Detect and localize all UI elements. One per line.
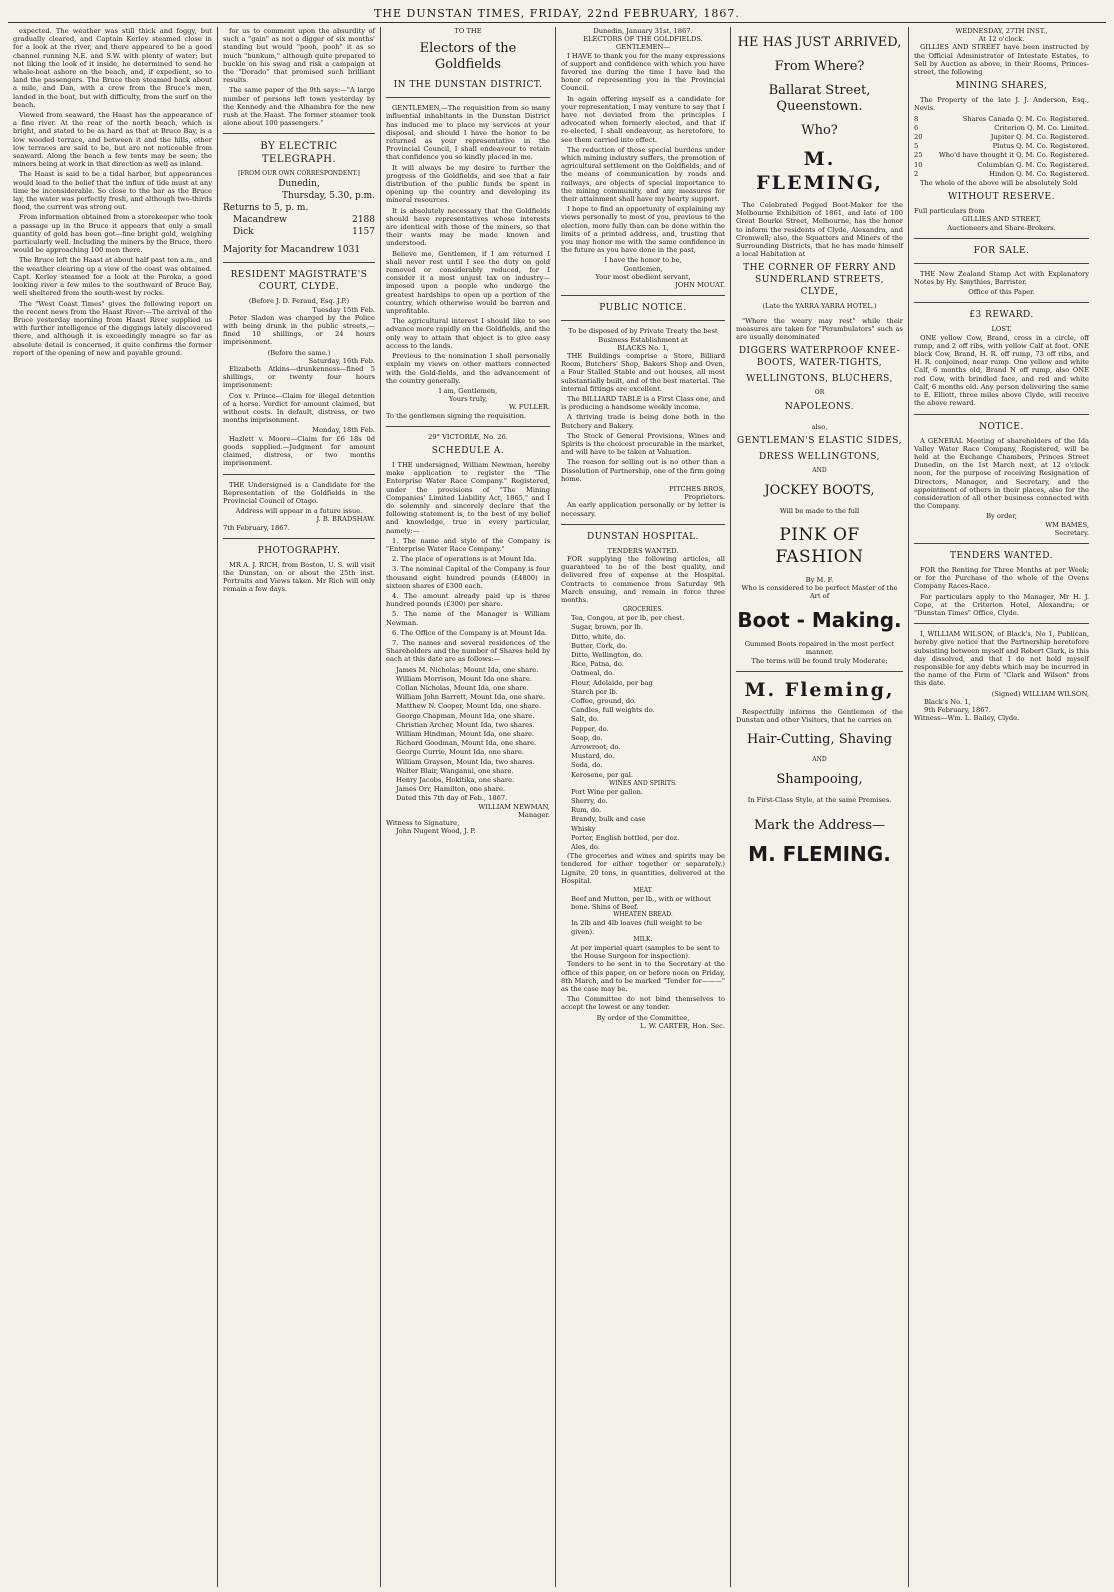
pitches-title: Proprietors. bbox=[684, 493, 725, 502]
notice-paragraph: The reason for selling out is no other than a Dissolution of Partnership, one of the firm going home. bbox=[561, 458, 725, 483]
boot-making: Boot - Making. bbox=[737, 608, 902, 633]
respectfully-text: Respectfully informs the Gentlemen of the Dunstan and other Visitors, that he carries on bbox=[736, 707, 903, 725]
divider bbox=[914, 623, 1089, 624]
notice-by-order: By order, bbox=[986, 512, 1017, 521]
columns bbox=[8, 27, 1106, 1587]
grocery-item: Pepper, do. bbox=[571, 724, 609, 733]
grocery-item: Rice, Patna, do. bbox=[571, 660, 624, 669]
notice-paragraph: The Stock of General Provisions, Wines and Spirits is the choicest procurable in the market, and will have to be taken at Valuation. bbox=[561, 431, 725, 457]
notice-paragraph: A thriving trade is being done both in the Butchery and Bakery. bbox=[561, 413, 725, 430]
auction-date: WEDNESDAY, 27TH INST., bbox=[955, 27, 1048, 35]
share-row bbox=[914, 161, 1089, 169]
act-reference: 29° VICTORIÆ, No. 26. bbox=[428, 432, 508, 441]
tenders-text: FOR supplying the following articles, all guaranteed to be of the best quality, and delivered free of expense at the Hospital. Contracts to commence from Saturday 9th March ensuing, and remain in force three months. bbox=[561, 554, 725, 604]
wellingtons-line: WELLINGTONS, BLUCHERS, bbox=[746, 374, 893, 385]
fleming-heading: M. FLEMING, bbox=[756, 148, 883, 194]
grocery-item: Kerosene, per gal. bbox=[571, 770, 633, 779]
share-row bbox=[914, 151, 1089, 159]
grocery-item: Mustard, do. bbox=[571, 752, 615, 761]
ballarat-street: Ballarat Street, Queenstown. bbox=[768, 83, 871, 114]
mouat-heading: ELECTORS OF THE GOLDFIELDS. bbox=[583, 35, 703, 44]
tenders-heading: TENDERS WANTED. bbox=[607, 546, 679, 555]
bread-text: In 2lb and 4lb loaves (full weight to be given). bbox=[571, 919, 702, 936]
grocery-item: Sugar, brown, per lb. bbox=[571, 623, 643, 632]
corner-address: THE CORNER OF FERRY AND SUNDERLAND STREETS, CLYDE, bbox=[743, 263, 896, 298]
notice-paragraph: THE Buildings comprise a Store, Billiard Room, Butchers' Shop, Bakers Shop and Oven, a Four Stalled Stable and out houses, all most substantially built, and of the best material. The internal fittings are excellent. bbox=[561, 351, 725, 393]
article-paragraph: Viewed from seaward, the Haast has the appearance of a fine river. At the rear of the north beach, which is bright, and stated to be as hard as that at Bruce Bay, is a low wooded terrace, and between it and the hills, other low terraces are said to be, but are not noticeable from seaward. Along the beach a few tents may be seen; the miners being at work in that direction as well as inland. bbox=[13, 111, 212, 169]
fleming-heading-2: M. Fleming, bbox=[744, 678, 895, 701]
schedule-item: 5. The name of the Manager is William Newman. bbox=[386, 610, 550, 627]
mouat-paragraph: In again offering myself as a candidate for your representation, I may venture to say that I have not deviated from the principles I advocated when formerly elected, and that if re-elected, I shall endeavour, as heretofore, to see them carried into effect. bbox=[561, 94, 725, 144]
by-mf: By M. F. bbox=[805, 575, 834, 584]
witness-name: John Nugent Wood, J. P. bbox=[396, 827, 476, 836]
wine-item: Whisky bbox=[571, 824, 596, 833]
candidate-date: 7th February, 1867. bbox=[223, 523, 290, 532]
article-paragraph: for us to comment upon the absurdity of such a "gain" as not a digger of six months' standing but would "pooh, pooh" it as so much "bunkum," although quite prepared to buckle on his swag and risk a campaign at the "Dorado" that promised such brilliant results. bbox=[223, 27, 375, 85]
wine-item: Sherry, do. bbox=[571, 797, 608, 806]
share-count: 5 bbox=[914, 142, 919, 151]
vote-row bbox=[223, 214, 375, 226]
grocery-item: Arrowroot, do. bbox=[571, 743, 621, 752]
arrived-heading: HE HAS JUST ARRIVED, bbox=[737, 35, 902, 50]
elastic-line: GENTLEMAN'S ELASTIC SIDES, bbox=[736, 436, 902, 447]
telegraph-time: Thursday, 5.30, p.m. bbox=[281, 191, 375, 202]
divider bbox=[736, 671, 903, 672]
shareholder: Collan Nicholas, Mount Ida, one share. bbox=[396, 684, 529, 692]
blacks-heading: BLACKS No. 1, bbox=[617, 343, 669, 352]
article-paragraph: From information obtained from a storekeeper who took a passage up in the Bruce it appears that only a small quantity of gold has been got—fine bright gold, weighing particularly well. Including the miners by the Bruce, there would be approaching 100 men there. bbox=[13, 213, 212, 255]
late-hotel: (Late the YARRA YARRA HOTEL.) bbox=[762, 302, 877, 311]
grocery-item: Flour, Adelaide, per bag bbox=[571, 678, 653, 687]
diggers-line: DIGGERS WATERPROOF KNEE-BOOTS, WATER-TIGHTS, bbox=[738, 346, 901, 369]
shareholder: Henry Jacobs, Hokitika, one share. bbox=[396, 776, 515, 785]
address-closing: I am, Gentlemen, bbox=[438, 386, 498, 395]
address-paragraph: It will always be my desire to further the progress of the Goldfields, and see that a fair distribution of the public funds be spent in opening up the country and developing its mineral resources. bbox=[386, 163, 550, 205]
tenders-heading-2: TENDERS WANTED. bbox=[949, 550, 1054, 561]
property-text: The Property of the late J. J. Anderson, Esq., Nevis. bbox=[914, 96, 1089, 113]
district-heading: IN THE DUNSTAN DISTRICT. bbox=[393, 80, 543, 91]
firstclass-text: In First-Class Style, at the same Premises. bbox=[747, 796, 892, 805]
divider bbox=[386, 97, 550, 98]
grocery-item: Coffee, ground, do. bbox=[571, 697, 637, 706]
notice-text: A GENERAL Meeting of shareholders of the Ida Valley Water Race Company, Registered, will be held at the Exchange Chambers, Princes Street Dunedin, on the 1st March next, at 12 o'clock noon, for the purpose of receiving Resignation of Directors, Manager, and Secretary, and the appointment of others in their places, also for the consideration of all other business connected with the Company. bbox=[914, 436, 1089, 511]
wines-heading: WINES AND SPIRITS. bbox=[609, 779, 677, 787]
mouat-paragraph: The reduction of those special burdens under which mining industry suffers, the promotion of agricultural settlement on the Goldfields, and of the means of communication by roads and railways, are objects of special importance to the mining community, and any measures for their attainment shall have my hearty support. bbox=[561, 145, 725, 204]
vote-count: 2188 bbox=[352, 215, 375, 226]
and-word-2: AND bbox=[812, 756, 827, 764]
wine-item: Ales, do. bbox=[571, 843, 600, 852]
court-case: Cox v. Prince—Claim for illegal detention of a horse. Verdict for amount claimed, but without costs. In default, distress, or two months imprisonment. bbox=[223, 391, 375, 425]
shareholder: William Morrison, Mount Ida one share. bbox=[396, 674, 532, 683]
schedule-item: 7. The names and several residences of the Shareholders and the number of Shares held by each at this date are as follows:— bbox=[386, 638, 550, 664]
public-notice-heading: PUBLIC NOTICE. bbox=[599, 303, 687, 314]
article-paragraph: The Bruce left the Haast at about half past ten a.m., and the weather clearing up a view of the coast was obtained. Capt. Kerley steamed for a look at the Paroka, a good looking river a few miles to the southward of Bruce Bay, well sheltered from the south-west by rocks. bbox=[13, 256, 212, 298]
divider bbox=[223, 262, 375, 263]
mouat-date: Dunedin, January 31st, 1867. bbox=[593, 27, 693, 35]
shareholder: George Chapman, Mount Ida, one share. bbox=[396, 711, 535, 720]
particulars-text: Full particulars from bbox=[914, 207, 985, 216]
court-before: (Before the same.) bbox=[267, 348, 331, 357]
grocery-item: Tea, Congou, at per lb, per chest. bbox=[571, 614, 685, 623]
grocery-item: Ditto, white, do. bbox=[571, 632, 626, 641]
mouat-servant: Your most obedient servant, bbox=[595, 272, 691, 281]
court-date: Monday, 18th Feb. bbox=[312, 426, 375, 435]
divider bbox=[223, 133, 375, 134]
share-row bbox=[914, 115, 1089, 123]
groceries-note: (The groceries and wines and spirits may be tendered for either together or separately.) Lignite, 20 tons, in quantities, delivered at the Hospital. bbox=[561, 852, 725, 885]
sold-text: The whole of the above will be absolutely Sold bbox=[920, 179, 1078, 188]
bames-title: Secretary. bbox=[1054, 528, 1089, 537]
article-paragraph: The "West Coast Times" gives the following report on the recent news from the Haast River:—The arrival of the Bruce yesterday morning from Haast River supplied us with further intelligence of the diggings lately discovered there, and although it is exceedingly meagre so far as absolute detail is concerned, it quite confirms the former report of the opening of new and payable ground. bbox=[13, 299, 212, 357]
share-count: 2 bbox=[914, 169, 919, 178]
court-case: Hazlett v. Moore—Claim for £6 18s 0d goods supplied.—Judgment for amount claimed, distress, or two months imprisonment. bbox=[223, 434, 375, 468]
share-name: Criterion Q. M. Co. Limited. bbox=[994, 123, 1089, 132]
gillies-signature: GILLIES AND STREET, bbox=[962, 215, 1041, 224]
shareholder: William John Barrett, Mount Ida, one share. bbox=[396, 693, 545, 702]
stamp-act-text: THE New Zealand Stamp Act with Explanatory Notes by Hy. Smythies, Barrister. bbox=[914, 269, 1089, 287]
fleming-intro: The Celebrated Pegged Boot-Maker for the Melbourne Exhibition of 1861, and late of 100 Great Bourke Street, Melbourne, has the honor to inform the residents of Clyde, Alexandra, and Cromwell; also, the Squatters and Miners of the Surrounding Districts, that he has made himself a local Habitation at bbox=[736, 201, 903, 259]
candidate-address: Address will appear in a future issue. bbox=[235, 507, 363, 516]
gummed-text: Gummed Boots repaired in the most perfect manner. bbox=[744, 640, 895, 657]
divider bbox=[223, 474, 375, 475]
meat-text: Beef and Mutton, per lb., with or without bone. Shins of Beef. bbox=[571, 895, 711, 912]
share-name: Shares Canada Q. M. Co. Registered. bbox=[962, 114, 1089, 123]
masthead: THE DUNSTAN TIMES, FRIDAY, 22nd FEBRUARY, 1867. bbox=[8, 6, 1106, 23]
tenders-sent: Tenders to be sent in to the Secretary at the office of this paper, on or before noon on Friday, 8th March, and to be marked "Tender for———" as the case may be. bbox=[561, 960, 725, 993]
shareholder: William Grayson, Mount Ida, two shares. bbox=[396, 757, 535, 766]
divider bbox=[914, 414, 1089, 415]
who: Who? bbox=[801, 123, 838, 138]
terms-text: The terms will be found truly Moderate; bbox=[751, 656, 888, 665]
court-date: Saturday, 16th Feb. bbox=[308, 356, 375, 365]
shareholder: William Hindman, Mount Ida, one share. bbox=[396, 730, 535, 739]
apply-text: For particulars apply to the Manager, Mr H. J. Cope, at the Criterion Hotel, Alexandra; or "Dunstan Times" Office, Clyde. bbox=[914, 592, 1089, 617]
majority-line: Majority for Macandrew 1031 bbox=[223, 245, 361, 256]
court-case: Peter Sladen was charged by the Police with being drunk in the public streets,—fined 10 shillings, or 24 hours imprisonment. bbox=[223, 313, 375, 347]
bread-heading: WHEATEN BREAD. bbox=[613, 911, 673, 919]
address-paragraph: Previous to the nomination I shall personally explain my views on other matters connected with the Gold-fields, and the advancement of the country generally. bbox=[386, 352, 550, 385]
committee-note: The Committee do not bind themselves to accept the lowest or any tender. bbox=[561, 995, 725, 1012]
notice-heading: NOTICE. bbox=[979, 421, 1024, 432]
wine-item: Brandy, bulk and case bbox=[571, 815, 646, 824]
share-count: 25 bbox=[914, 151, 923, 160]
carter-signature: L. W. CARTER, Hon. Sec. bbox=[640, 1021, 725, 1030]
candidate-name: Macandrew bbox=[233, 215, 287, 226]
auctioneers-title: Auctioneers and Share-Brokers. bbox=[947, 223, 1056, 232]
mining-shares-heading: MINING SHARES, bbox=[955, 81, 1048, 92]
column-4 bbox=[556, 27, 731, 1587]
haircutting: Hair-Cutting, Shaving bbox=[747, 732, 892, 748]
schedule-signature: WILLIAM NEWMAN, bbox=[478, 802, 550, 811]
telegraph-place: Dunedin, bbox=[278, 179, 320, 190]
schedule-heading: SCHEDULE A. bbox=[431, 445, 505, 456]
grocery-item: Ditto, Wellington, do. bbox=[571, 651, 644, 659]
candidate-signature: J. B. BRADSHAW. bbox=[316, 515, 375, 524]
share-row bbox=[914, 133, 1089, 141]
reward-heading: £3 REWARD. bbox=[969, 310, 1034, 321]
shareholder: Christian Archer, Mount Ida, two shares. bbox=[396, 720, 535, 729]
by-order: By order of the Committee, bbox=[596, 1013, 690, 1022]
column-1 bbox=[8, 27, 218, 1587]
divider bbox=[223, 538, 375, 539]
address-to: TO THE bbox=[454, 27, 482, 35]
shareholder: James M. Nicholas, Mount Ida, one share. bbox=[396, 665, 539, 674]
without-reserve: WITHOUT RESERVE. bbox=[948, 192, 1055, 203]
candidate-notice: THE Undersigned is a Candidate for the Representation of the Goldfields in the Provincial Council of Otago. bbox=[223, 480, 375, 505]
schedule-item: 4. The amount already paid up is three hundred pounds (£300) per share. bbox=[386, 591, 550, 609]
bames-signature: WM BAMES, bbox=[1045, 520, 1089, 529]
pitches-signature: PITCHES BROS, bbox=[668, 484, 725, 493]
divider bbox=[386, 426, 550, 427]
jockey-line: JOCKEY BOOTS, bbox=[764, 483, 875, 499]
wilson-date: 9th February, 1867. bbox=[924, 705, 991, 714]
article-paragraph: The same paper of the 9th says:—"A large number of persons left town yesterday by the Kennedy and the Alhambra for the new rush at the Haast. The former steamer took alone about 100 passengers." bbox=[223, 86, 375, 128]
schedule-manager: Manager. bbox=[518, 810, 550, 819]
wine-item: Rum, do. bbox=[571, 806, 602, 815]
grocery-item: Oatmeal, do. bbox=[571, 669, 615, 678]
grocery-item: Soda, do. bbox=[571, 761, 603, 770]
auction-text: GILLIES AND STREET have been instructed by the Official Administrator of Intestate Estates, to Sell by Auction as above, in their Rooms, Princes-street, the following bbox=[914, 43, 1089, 77]
shareholder: James Orr, Hamilton, one share. bbox=[396, 785, 506, 794]
witness-label: Witness to Signature, bbox=[386, 819, 460, 828]
schedule-dated: Dated this 7th day of Feb., 1867. bbox=[396, 794, 508, 803]
pink-of-fashion: PINK OF FASHION bbox=[775, 524, 864, 567]
grocery-item: Butter, Cork, do. bbox=[571, 641, 628, 650]
column-5 bbox=[731, 27, 909, 1587]
from-where: From Where? bbox=[774, 59, 865, 74]
or-word: OR bbox=[814, 389, 825, 397]
wine-item: Port Wine per gallon. bbox=[571, 787, 644, 796]
share-name: Jupiter Q. M. Co. Registered. bbox=[990, 133, 1089, 142]
photography-text: MR A. J. RICH, from Boston, U. S. will visit the Dunstan, on or about the 25th inst. Portraits and Views taken. Mr Rich will only remain a few days. bbox=[223, 560, 375, 594]
wilson-text: I, WILLIAM WILSON, of Black's, No 1, Publican, hereby give notice that the Partnership heretofore subsisting between myself and Robert Clark, is this day dissolved, and that I do not hold myself responsible for any debts which may be incurred in the name of the Firm of "Clark and Wilson" from this date. bbox=[914, 630, 1089, 688]
mouat-paragraph: I HAVE to thank you for the many expressions of support and confidence with which you have favored me during the time I have had the honor of representing you in the Provincial Council. bbox=[561, 51, 725, 93]
schedule-item: 2. The place of operations is at Mount Ida. bbox=[392, 555, 537, 564]
auction-time: At 12 o'clock. bbox=[978, 35, 1025, 44]
master-text: Who is considered to be perfect Master of the Art of bbox=[741, 583, 898, 601]
office-text: Office of this Paper. bbox=[968, 288, 1035, 297]
grocery-item: Soap, do. bbox=[571, 733, 603, 742]
share-name: Columbian Q. M. Co. Registered. bbox=[977, 160, 1089, 169]
court-before: (Before J. D. Feraud, Esq. J.P.) bbox=[248, 297, 350, 306]
tenders-text-2: FOR the Renting for Three Months at per Week; or for the Purchase of the whole of the Ovens Company Races-Race. bbox=[914, 565, 1089, 591]
divider bbox=[914, 238, 1089, 239]
share-row bbox=[914, 170, 1089, 178]
wine-item: Porter, English bottled, per doz. bbox=[571, 833, 680, 842]
divider bbox=[914, 302, 1089, 303]
for-sale-heading: FOR SALE. bbox=[973, 245, 1030, 256]
share-row bbox=[914, 124, 1089, 132]
court-case: Elizabeth Atkins—drunkenness—fined 5 shillings, or twenty four hours imprisonment: bbox=[223, 365, 375, 390]
share-count: 8 bbox=[914, 114, 919, 123]
mouat-salutation: GENTLEMEN— bbox=[615, 43, 671, 52]
telegraph-returns: Returns to 5, p. m. bbox=[223, 203, 309, 214]
divider bbox=[914, 263, 1089, 264]
mouat-paragraph: I hope to find an opportunity of explaining my views personally to most of you, previous to the election, more fully than can be done within the limits of a printed address, and, trusting that you may honor me with the same confidence in the future as you have done in the past, bbox=[561, 205, 725, 255]
share-row bbox=[914, 142, 1089, 150]
application-note: An early application personally or by letter is necessary. bbox=[561, 501, 725, 518]
fleming-footer: M. FLEMING. bbox=[748, 842, 891, 867]
column-3 bbox=[381, 27, 556, 1587]
mark-address: Mark the Address— bbox=[754, 818, 885, 834]
dispose-text: To be disposed of by Private Treaty the best Business Establishment at bbox=[568, 327, 718, 344]
schedule-item: 1. The name and style of the Company is "Enterprise Water Race Company." bbox=[386, 536, 550, 553]
address-paragraph: The agricultural interest I should like to see advance more rapidly on the Goldfields, and the only way to attain that object is to give easy access to the lands. bbox=[386, 317, 550, 350]
telegraph-heading: BY ELECTRIC TELEGRAPH. bbox=[260, 141, 338, 166]
address-footer: To the gentlemen signing the requisition. bbox=[386, 411, 527, 420]
photography-heading: PHOTOGRAPHY. bbox=[257, 545, 341, 556]
court-date: Tuesday 15th Feb. bbox=[312, 305, 375, 314]
grocery-item: Salt, do. bbox=[571, 715, 599, 724]
address-paragraph: It is absolutely necessary that the Goldfields should have representatives whose interests are identical with those of the miners, so that their wants may be made known and understood. bbox=[386, 206, 550, 248]
share-count: 20 bbox=[914, 133, 923, 142]
mouat-gentlemen: Gentlemen, bbox=[623, 264, 663, 273]
address-signature: W. FULLER. bbox=[508, 403, 550, 412]
shareholder: George Currie, Mount Ida, one share. bbox=[396, 748, 524, 757]
wilson-witness: Witness—Wm. L. Bailey, Clyde. bbox=[914, 714, 1020, 723]
weary-text: "Where the weary may rest" while their measures are taken for "Perambulators" such as are usually denominated bbox=[736, 316, 903, 342]
grocery-item: Starch per lb. bbox=[571, 687, 618, 696]
column-2 bbox=[218, 27, 381, 1587]
divider bbox=[914, 543, 1089, 544]
share-name: Who'd have thought it Q. M. Co. Registered. bbox=[938, 151, 1089, 160]
electors-heading: Electors of the Goldfields bbox=[419, 41, 517, 73]
milk-text: At per imperial quart (samples to be sent to the House Surgeon for inspection). bbox=[571, 943, 720, 961]
grocery-item: Candles, full weights do. bbox=[571, 706, 655, 715]
mouat-signature: JOHN MOUAT. bbox=[675, 281, 725, 290]
article-paragraph: The Haast is said to be a tidal harbor, but appearances would lead to the belief that the influx of tide must at any time be inconsiderable. So close to the bar as the Bruce lay, the water was perfectly fresh, and although two-thirds flood, the current was strong out. bbox=[13, 170, 212, 212]
article-paragraph: expected. The weather was still thick and foggy, but gradually cleared, and Captain Kerley steamed close in for a look at the river, and there appeared to be a good channel running N.E. and S.W. with plenty of water; but not liking the look of it inside, he determined to send he whale-boat ashore on the beach, and, if expedient, so to land the passengers. The Bruce then steamed back about a mile, and Dan, with a crew from the Bruce's men, landed in the boat, but with difficulty, from the surf on the beach. bbox=[13, 27, 212, 109]
made-full: Will be made to the full bbox=[779, 507, 860, 516]
share-count: 6 bbox=[914, 123, 919, 132]
mouat-closing: I have the honor to be, bbox=[604, 256, 682, 265]
share-name: Hindon Q. M. Co. Registered. bbox=[989, 169, 1089, 178]
column-6 bbox=[909, 27, 1094, 1587]
dress-line: DRESS WELLINGTONS, bbox=[759, 452, 880, 463]
milk-heading: MILK. bbox=[633, 935, 653, 943]
telegraph-subheading: [FROM OUR OWN CORRESPONDENT.] bbox=[238, 170, 360, 178]
wilson-signature: (Signed) WILLIAM WILSON, bbox=[991, 689, 1089, 698]
share-count: 10 bbox=[914, 160, 923, 169]
shareholder: Walter Blair, Wanganui, one share. bbox=[396, 766, 514, 775]
meat-heading: MEAT. bbox=[633, 887, 653, 895]
address-yours: Yours truly, bbox=[448, 395, 488, 404]
and-word: AND bbox=[812, 467, 827, 475]
lost-heading: LOST. bbox=[991, 325, 1012, 334]
court-heading: RESIDENT MAGISTRATE'S COURT, CLYDE. bbox=[230, 270, 368, 293]
divider bbox=[561, 295, 725, 296]
schedule-item: 6. The Office of the Company is at Mount Ida. bbox=[392, 628, 548, 637]
notice-paragraph: The BILLIARD TABLE is a First Class one, and is producing a handsome weekly income. bbox=[561, 394, 725, 412]
schedule-text: I THE undersigned, William Newman, hereby make application to register the "The Enterprise Water Race Company." Registered, under the provisions of "The Mining Companies' Limited Liability Act, 1865," and I do solemnly and sincerely declare that the following statement is, to the best of my belief and knowledge, true in every particular, namely:— bbox=[386, 460, 550, 535]
napoleons-line: NAPOLEONS. bbox=[784, 402, 855, 413]
shareholder: Matthew N. Cooper, Mount Ida, one share. bbox=[396, 702, 542, 711]
groceries-heading: GROCERIES. bbox=[622, 606, 664, 614]
address-paragraph: GENTLEMEN,—The requisition from so many influential inhabitants in the Dunstan District has induced me to place my services at your disposal, and should I have the honor to be returned as your representative in the Provincial Council, I shall endeavour to retain that confidence you so kindly placed in me. bbox=[386, 104, 550, 162]
shareholder: Richard Goodman, Mount Ida, one share. bbox=[396, 739, 537, 748]
also-word: also, bbox=[811, 423, 828, 432]
address-paragraph: Believe me, Gentlemen, if I am returned I shall never rest until I see the duty on gold removed or considerably reduced, for I consider it a most unjust tax on industry—imposed upon a people who undergo the greatest hardships to open up a portion of the country, which otherwise would be barren and unprofitable. bbox=[386, 249, 550, 316]
vote-count: 1157 bbox=[352, 227, 375, 238]
wilson-place: Black's No. 1, bbox=[924, 697, 971, 706]
divider bbox=[561, 524, 725, 525]
hospital-heading: DUNSTAN HOSPITAL. bbox=[587, 531, 699, 542]
shampooing: Shampooing, bbox=[776, 772, 863, 788]
share-name: Plutus Q. M. Co. Registered. bbox=[992, 142, 1089, 151]
schedule-item: 3. The nominal Capital of the Company is four thousand eight hundred pounds (£4800) in sixteen shares of £300 each. bbox=[386, 565, 550, 590]
vote-row bbox=[223, 226, 375, 238]
lost-text: ONE yellow Cow, Brand, cross in a circle, off rump, and 2 off ribs, with yellow Calf at foot. ONE black Cow, Brand, H. R. off rump, 73 off ribs, and H. R. conjoined, near rump. One yellow and white Calf, 6 months old, Brand N off rump, also ONE red Cow, with brindled face, and red and white Calf, 6 months old. Any person delivering the same to E. Elliott, three miles above Clyde, will receive the above reward. bbox=[914, 333, 1089, 408]
divider bbox=[561, 320, 725, 321]
candidate-name: Dick bbox=[233, 227, 254, 238]
